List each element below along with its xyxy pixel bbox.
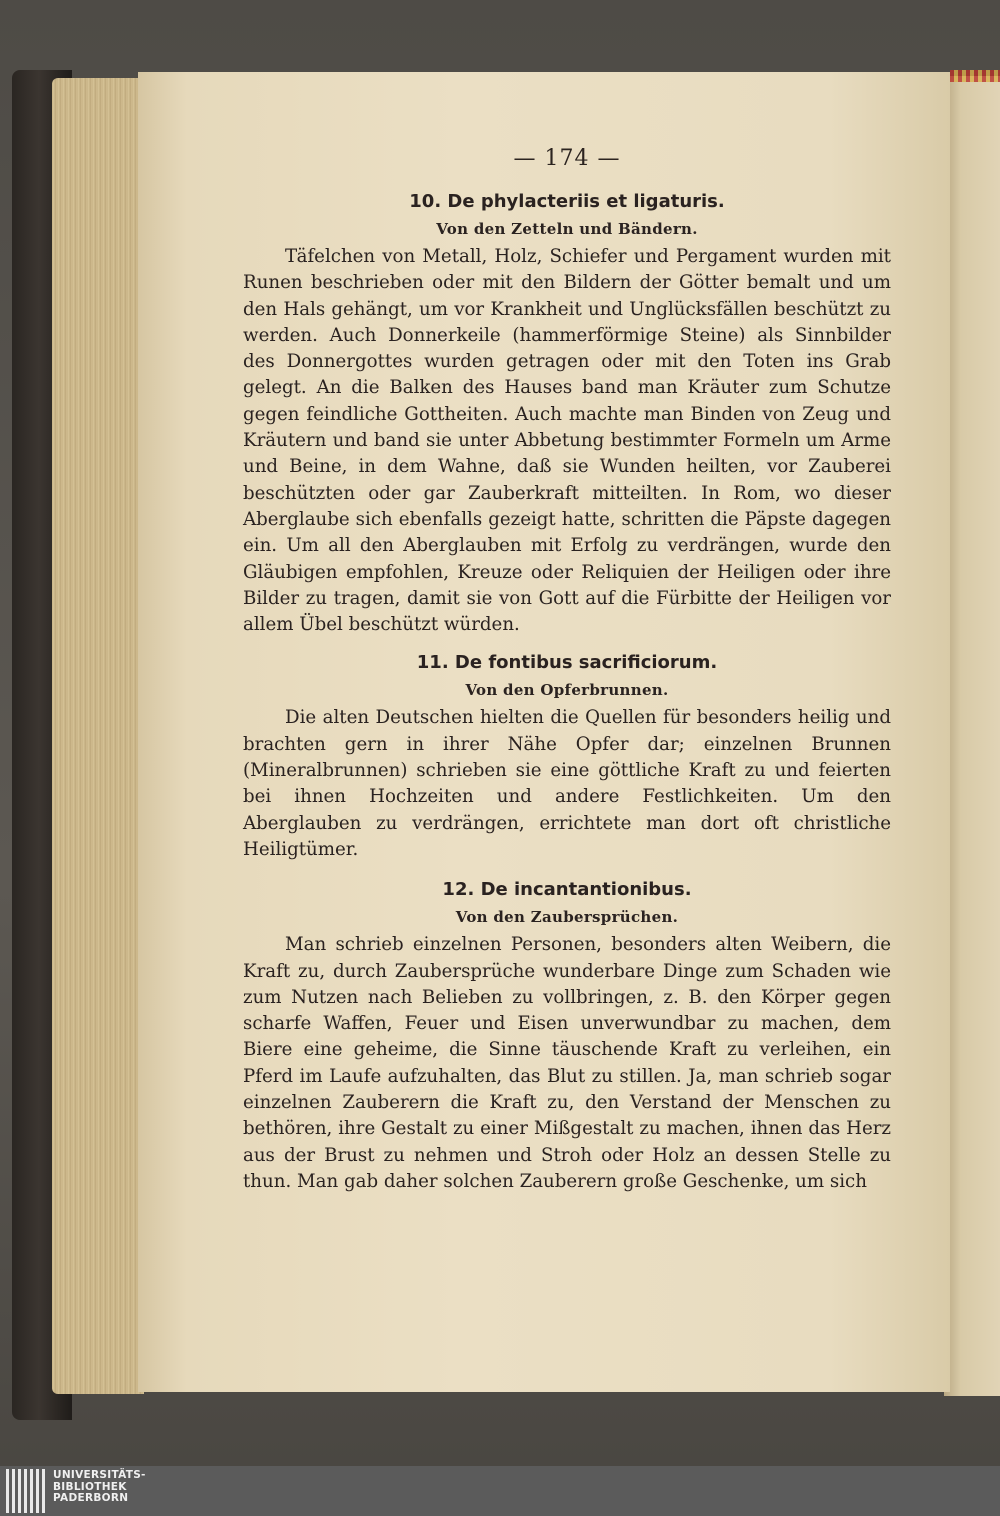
section-subheading: Von den Zaubersprüchen.: [455, 908, 679, 927]
section-heading: 11. De fontibus sacrificiorum.: [416, 652, 718, 674]
book-headband: [950, 70, 1000, 82]
page-edges: [52, 78, 144, 1394]
facing-page-edge: [944, 76, 1000, 1396]
logo-line: UNIVERSITÄTS-: [53, 1469, 146, 1481]
logo-line: BIBLIOTHEK: [53, 1480, 127, 1493]
section-paragraph: Die alten Deutschen hielten die Quellen für besonders heilig und brachten gern in ihrer Nähe Opfer dar; einzelnen Brunnen (Mineralbrunnen) schrieben sie eine göttliche Kraft zu und feierten bei ihnen Hochzeiten und andere Festlichkeiten. Um den Aberglauben zu verdrängen, errichtete man dort oft christliche Heiligtümer.: [243, 707, 891, 860]
library-logo-text: [53, 1470, 193, 1505]
section-paragraph: Täfelchen von Metall, Holz, Schiefer und Pergament wurden mit Runen beschrieben oder mit den Bildern der Götter bemalt und um den Hals gehängt, um vor Krankheit und Unglücksfällen beschützt zu werden. Auch Donnerkeile (hammerförmige Steine) als Sinnbilder des Donnergottes wurden getragen oder mit den Toten ins Grab gelegt. An die Balken des Hauses band man Kräuter zum Schutze gegen feindliche Gottheiten. Auch machte man Binden von Zeug und Kräutern und band sie unter Abbetung bestimmter Formeln um Arme und Beine, in dem Wahne, daß sie Wunden heilten, vor Zauberei beschützten oder gar Zauberkraft mitteilten. In Rom, wo dieser Aberglaube sich ebenfalls gezeigt hatte, schritten die Päpste dagegen ein. Um all den Aberglauben mit Erfolg zu verdrängen, wurde den Gläubigen empfohlen, Kreuze oder Reliquien der Heiligen oder ihre Bilder zu tragen, damit sie von Gott auf die Fürbitte der Heiligen vor allem Übel beschützt würden.: [243, 246, 891, 636]
section-subheading: Von den Zetteln und Bändern.: [436, 220, 698, 238]
section-subheading: Von den Opferbrunnen.: [465, 681, 669, 700]
page-number: — 174 —: [513, 146, 621, 171]
library-logo-icon: [6, 1469, 46, 1513]
text-block: [243, 146, 891, 1195]
section-heading: 10. De phylacteriis et ligaturis.: [409, 191, 725, 212]
logo-line: PADERBORN: [53, 1492, 129, 1504]
section-paragraph: Man schrieb einzelnen Personen, besonders alten Weibern, die Kraft zu, durch Zaubersprüche wunderbare Dinge zum Schaden wie zum Nutzen nach Belieben zu vollbringen, z. B. den Körper gegen scharfe Waffen, Feuer und Eisen unverwundbar zu machen, dem Biere eine geheime, die Sinne täuschende Kraft zu verleihen, ein Pferd im Laufe aufzuhalten, das Blut zu stillen. Ja, man schrieb sogar einzelnen Zauberern die Kraft zu, den Verstand der Menschen zu bethören, ihre Gestalt zu einer Mißgestalt zu machen, ihnen das Herz aus der Brust zu nehmen und Stroh oder Holz an dessen Stelle zu thun. Man gab daher solchen Zauberern große Geschenke, um sich: [243, 934, 891, 1192]
section-heading: 12. De incantantionibus.: [442, 879, 692, 901]
